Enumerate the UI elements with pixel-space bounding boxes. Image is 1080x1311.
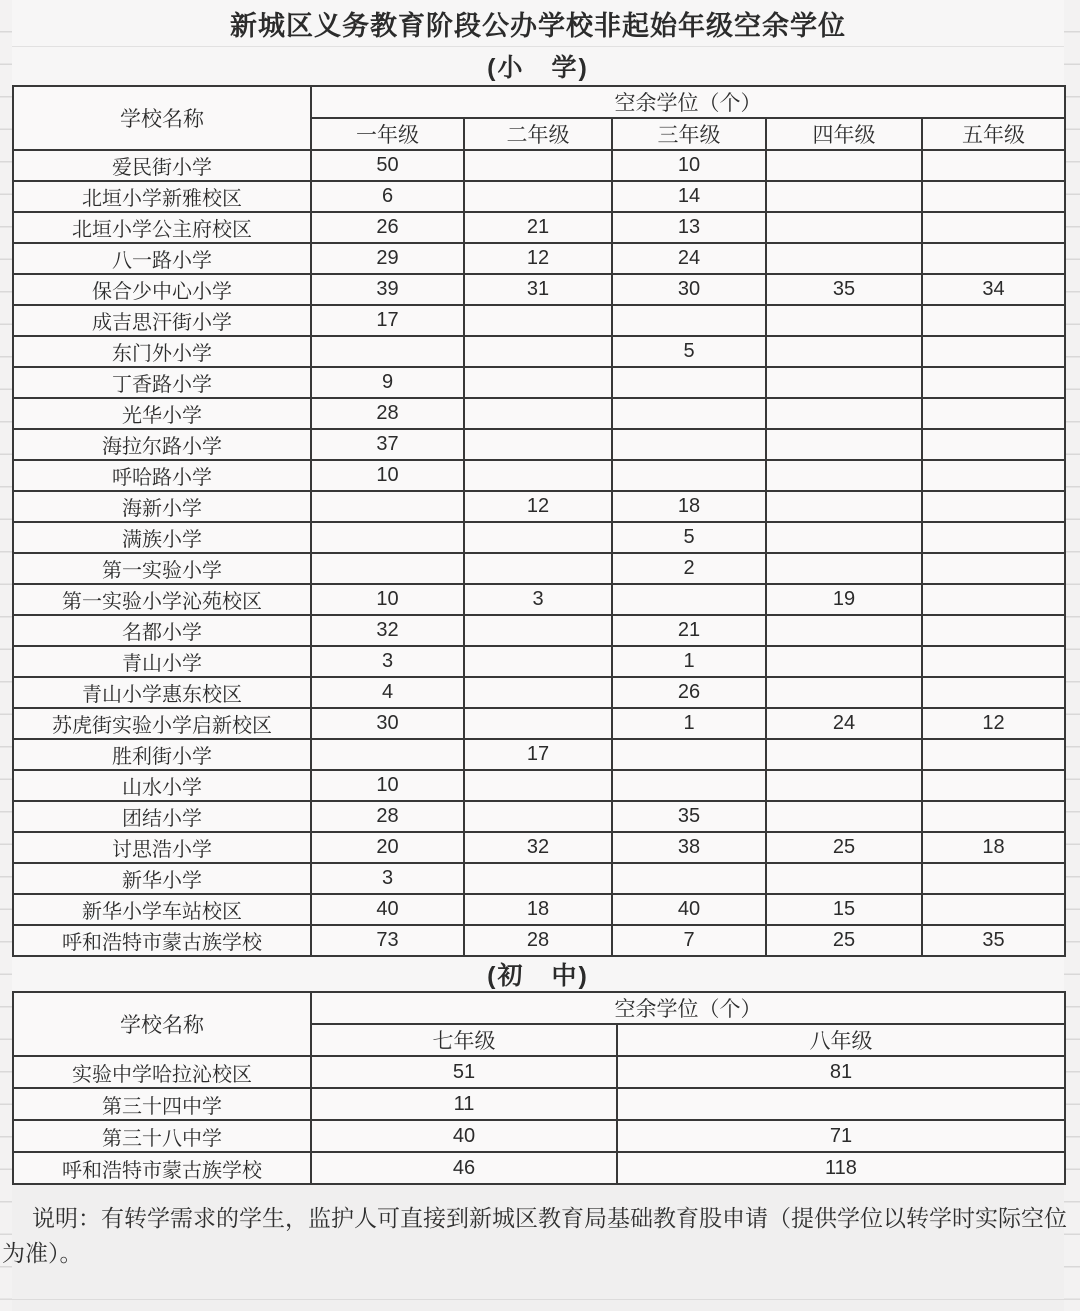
vacancy-value-cell: 32 [464, 832, 612, 863]
vacancy-value-cell [464, 305, 612, 336]
school-name-cell: 海新小学 [13, 491, 311, 522]
vacancy-value-cell: 7 [612, 925, 766, 956]
vacancy-value-cell [464, 553, 612, 584]
vacancy-value-cell: 17 [311, 305, 464, 336]
vacancy-value-cell [922, 770, 1065, 801]
vacancy-value-cell: 28 [464, 925, 612, 956]
vacancy-value-cell [464, 677, 612, 708]
vacancy-value-cell: 30 [311, 708, 464, 739]
vacancy-value-cell [612, 863, 766, 894]
vacancy-value-cell: 12 [922, 708, 1065, 739]
school-name-cell: 满族小学 [13, 522, 311, 553]
school-name-cell: 光华小学 [13, 398, 311, 429]
vacancy-value-cell [922, 739, 1065, 770]
vacancy-value-cell [766, 305, 922, 336]
school-name-cell: 第一实验小学沁苑校区 [13, 584, 311, 615]
table-row [13, 460, 1065, 491]
vacancy-value-cell: 38 [612, 832, 766, 863]
table-row [13, 181, 1065, 212]
table-row [13, 1152, 1065, 1184]
vacancy-value-cell: 6 [311, 181, 464, 212]
school-name-cell: 团结小学 [13, 801, 311, 832]
vacancy-value-cell [464, 150, 612, 181]
vacancy-value-cell: 10 [612, 150, 766, 181]
vacancy-value-cell: 40 [612, 894, 766, 925]
school-name-cell: 山水小学 [13, 770, 311, 801]
vacancy-value-cell: 3 [464, 584, 612, 615]
vacancy-value-cell [464, 615, 612, 646]
vacancy-value-cell: 40 [311, 1120, 617, 1152]
school-name-cell: 第三十四中学 [13, 1088, 311, 1120]
column-header-school-name: 学校名称 [13, 992, 311, 1056]
vacancy-value-cell [311, 336, 464, 367]
vacancy-value-cell: 12 [464, 491, 612, 522]
vacancy-value-cell: 51 [311, 1056, 617, 1088]
table-header-row [13, 992, 1065, 1024]
table-row [13, 646, 1065, 677]
vacancy-value-cell: 2 [612, 553, 766, 584]
vacancy-value-cell: 15 [766, 894, 922, 925]
vacancy-value-cell: 10 [311, 460, 464, 491]
school-name-cell: 青山小学惠东校区 [13, 677, 311, 708]
vacancy-value-cell [922, 243, 1065, 274]
vacancy-value-cell: 11 [311, 1088, 617, 1120]
column-header-grade2: 二年级 [464, 118, 612, 150]
vacancy-value-cell: 25 [766, 925, 922, 956]
vacancy-value-cell [464, 181, 612, 212]
vacancy-value-cell [766, 181, 922, 212]
vacancy-value-cell [612, 367, 766, 398]
table-row [13, 615, 1065, 646]
vacancy-value-cell [922, 801, 1065, 832]
school-name-cell: 胜利街小学 [13, 739, 311, 770]
table-row [13, 212, 1065, 243]
vacancy-value-cell [922, 894, 1065, 925]
vacancy-value-cell [766, 770, 922, 801]
vacancy-value-cell: 14 [612, 181, 766, 212]
vacancy-value-cell: 10 [311, 770, 464, 801]
vacancy-value-cell: 24 [612, 243, 766, 274]
vacancy-value-cell: 1 [612, 708, 766, 739]
vacancy-value-cell [311, 491, 464, 522]
vacancy-value-cell: 3 [311, 863, 464, 894]
vacancy-value-cell [766, 615, 922, 646]
section-heading-middle: (初 中) [12, 957, 1064, 991]
school-name-cell: 北垣小学新雅校区 [13, 181, 311, 212]
vacancy-value-cell: 81 [617, 1056, 1065, 1088]
table-row [13, 1120, 1065, 1152]
school-name-cell: 呼和浩特市蒙古族学校 [13, 1152, 311, 1184]
vacancy-value-cell [464, 646, 612, 677]
table-row [13, 522, 1065, 553]
table-row [13, 1056, 1065, 1088]
vacancy-value-cell [922, 460, 1065, 491]
vacancy-value-cell [922, 150, 1065, 181]
vacancy-value-cell: 25 [766, 832, 922, 863]
vacancy-value-cell: 18 [464, 894, 612, 925]
school-name-cell: 海拉尔路小学 [13, 429, 311, 460]
vacancy-value-cell: 31 [464, 274, 612, 305]
vacancy-value-cell: 40 [311, 894, 464, 925]
vacancy-value-cell: 50 [311, 150, 464, 181]
school-name-cell: 第一实验小学 [13, 553, 311, 584]
column-group-header-vacancies: 空余学位（个） [311, 86, 1065, 118]
vacancy-value-cell [464, 367, 612, 398]
vacancy-value-cell: 1 [612, 646, 766, 677]
vacancy-value-cell [612, 460, 766, 491]
table-row [13, 367, 1065, 398]
vacancy-value-cell [464, 708, 612, 739]
column-header-grade7: 七年级 [311, 1024, 617, 1056]
vacancy-value-cell: 5 [612, 336, 766, 367]
school-name-cell: 实验中学哈拉沁校区 [13, 1056, 311, 1088]
bottom-gridline [0, 1299, 1080, 1300]
vacancy-value-cell [922, 522, 1065, 553]
vacancy-value-cell: 29 [311, 243, 464, 274]
school-name-cell: 丁香路小学 [13, 367, 311, 398]
vacancy-value-cell [612, 770, 766, 801]
vacancy-value-cell: 4 [311, 677, 464, 708]
vacancy-value-cell: 28 [311, 398, 464, 429]
vacancy-value-cell [464, 429, 612, 460]
table-row [13, 336, 1065, 367]
vacancy-value-cell [766, 212, 922, 243]
vacancy-value-cell: 71 [617, 1120, 1065, 1152]
vacancy-value-cell [922, 181, 1065, 212]
vacancy-value-cell [922, 336, 1065, 367]
table-row [13, 491, 1065, 522]
school-name-cell: 讨思浩小学 [13, 832, 311, 863]
column-header-school-name: 学校名称 [13, 86, 311, 150]
vacancy-value-cell [766, 522, 922, 553]
vacancy-value-cell [311, 522, 464, 553]
vacancy-value-cell [766, 429, 922, 460]
school-name-cell: 东门外小学 [13, 336, 311, 367]
column-header-grade4: 四年级 [766, 118, 922, 150]
column-header-grade8: 八年级 [617, 1024, 1065, 1056]
vacancy-value-cell: 28 [311, 801, 464, 832]
table-row [13, 150, 1065, 181]
table-row [13, 832, 1065, 863]
vacancy-value-cell [766, 553, 922, 584]
school-name-cell: 名都小学 [13, 615, 311, 646]
vacancy-value-cell [922, 212, 1065, 243]
vacancy-value-cell [922, 646, 1065, 677]
table-row [13, 398, 1065, 429]
school-name-cell: 呼和浩特市蒙古族学校 [13, 925, 311, 956]
vacancy-value-cell: 35 [766, 274, 922, 305]
vacancy-value-cell: 35 [612, 801, 766, 832]
vacancy-value-cell [766, 677, 922, 708]
column-header-grade1: 一年级 [311, 118, 464, 150]
vacancy-value-cell [464, 801, 612, 832]
section-heading-primary: (小 学) [12, 46, 1064, 85]
vacancy-value-cell [612, 398, 766, 429]
vacancy-value-cell: 18 [922, 832, 1065, 863]
vacancy-value-cell [922, 615, 1065, 646]
table-row [13, 305, 1065, 336]
vacancy-value-cell [464, 460, 612, 491]
vacancy-value-cell [922, 677, 1065, 708]
vacancy-value-cell: 32 [311, 615, 464, 646]
table-row [13, 429, 1065, 460]
school-name-cell: 第三十八中学 [13, 1120, 311, 1152]
primary-school-table [12, 85, 1066, 957]
column-header-grade3: 三年级 [612, 118, 766, 150]
vacancy-value-cell: 20 [311, 832, 464, 863]
vacancy-value-cell: 5 [612, 522, 766, 553]
vacancy-value-cell: 21 [464, 212, 612, 243]
vacancy-value-cell: 35 [922, 925, 1065, 956]
vacancy-value-cell: 17 [464, 739, 612, 770]
vacancy-value-cell [766, 243, 922, 274]
vacancy-value-cell: 37 [311, 429, 464, 460]
vacancy-value-cell [922, 553, 1065, 584]
table-row [13, 677, 1065, 708]
vacancy-value-cell [464, 522, 612, 553]
table-row [13, 739, 1065, 770]
vacancy-value-cell [766, 367, 922, 398]
vacancy-value-cell [464, 398, 612, 429]
vacancy-value-cell [766, 150, 922, 181]
vacancy-value-cell [766, 460, 922, 491]
school-name-cell: 八一路小学 [13, 243, 311, 274]
vacancy-value-cell [766, 739, 922, 770]
page-title: 新城区义务教育阶段公办学校非起始年级空余学位 [12, 0, 1064, 46]
vacancy-value-cell: 34 [922, 274, 1065, 305]
vacancy-value-cell [922, 305, 1065, 336]
school-name-cell: 新华小学 [13, 863, 311, 894]
table-row [13, 770, 1065, 801]
vacancy-value-cell: 46 [311, 1152, 617, 1184]
vacancy-value-cell: 21 [612, 615, 766, 646]
table-row [13, 584, 1065, 615]
vacancy-value-cell [766, 336, 922, 367]
vacancy-value-cell: 30 [612, 274, 766, 305]
vacancy-value-cell [612, 584, 766, 615]
vacancy-value-cell: 24 [766, 708, 922, 739]
table-row [13, 925, 1065, 956]
school-name-cell: 北垣小学公主府校区 [13, 212, 311, 243]
vacancy-value-cell [766, 491, 922, 522]
middle-school-table [12, 991, 1066, 1185]
vacancy-value-cell [612, 739, 766, 770]
vacancy-value-cell [922, 429, 1065, 460]
school-name-cell: 成吉思汗街小学 [13, 305, 311, 336]
vacancy-value-cell: 10 [311, 584, 464, 615]
vacancy-value-cell [612, 305, 766, 336]
vacancy-value-cell: 26 [612, 677, 766, 708]
school-name-cell: 新华小学车站校区 [13, 894, 311, 925]
vacancy-value-cell: 19 [766, 584, 922, 615]
vacancy-value-cell: 26 [311, 212, 464, 243]
vacancy-value-cell [766, 863, 922, 894]
vacancy-value-cell: 39 [311, 274, 464, 305]
table-row [13, 553, 1065, 584]
school-name-cell: 青山小学 [13, 646, 311, 677]
table-row [13, 894, 1065, 925]
vacancy-value-cell: 73 [311, 925, 464, 956]
vacancy-value-cell: 3 [311, 646, 464, 677]
vacancy-value-cell: 9 [311, 367, 464, 398]
table-header-row [13, 86, 1065, 118]
vacancy-value-cell [617, 1088, 1065, 1120]
table-row [13, 863, 1065, 894]
table-row [13, 243, 1065, 274]
vacancy-value-cell [311, 553, 464, 584]
vacancy-value-cell [922, 367, 1065, 398]
vacancy-value-cell [612, 429, 766, 460]
vacancy-value-cell [311, 739, 464, 770]
vacancy-value-cell [766, 398, 922, 429]
vacancy-value-cell [464, 863, 612, 894]
school-name-cell: 保合少中心小学 [13, 274, 311, 305]
vacancy-value-cell: 12 [464, 243, 612, 274]
school-name-cell: 苏虎街实验小学启新校区 [13, 708, 311, 739]
vacancy-value-cell [464, 770, 612, 801]
school-name-cell: 爱民街小学 [13, 150, 311, 181]
vacancy-value-cell [766, 801, 922, 832]
column-header-grade5: 五年级 [922, 118, 1065, 150]
vacancy-value-cell [922, 584, 1065, 615]
vacancy-value-cell [464, 336, 612, 367]
table-row [13, 708, 1065, 739]
table-row [13, 801, 1065, 832]
vacancy-value-cell [922, 491, 1065, 522]
vacancy-value-cell [922, 863, 1065, 894]
vacancy-value-cell: 13 [612, 212, 766, 243]
vacancy-value-cell [922, 398, 1065, 429]
explanatory-note: 说明：有转学需求的学生，监护人可直接到新城区教育局基础教育股申请（提供学位以转学时实际空位为准）。 [2, 1205, 1067, 1266]
table-row [13, 1088, 1065, 1120]
vacancy-value-cell: 118 [617, 1152, 1065, 1184]
school-name-cell: 呼哈路小学 [13, 460, 311, 491]
vacancy-value-cell [766, 646, 922, 677]
vacancy-value-cell: 18 [612, 491, 766, 522]
column-group-header-vacancies: 空余学位（个） [311, 992, 1065, 1024]
table-row [13, 274, 1065, 305]
